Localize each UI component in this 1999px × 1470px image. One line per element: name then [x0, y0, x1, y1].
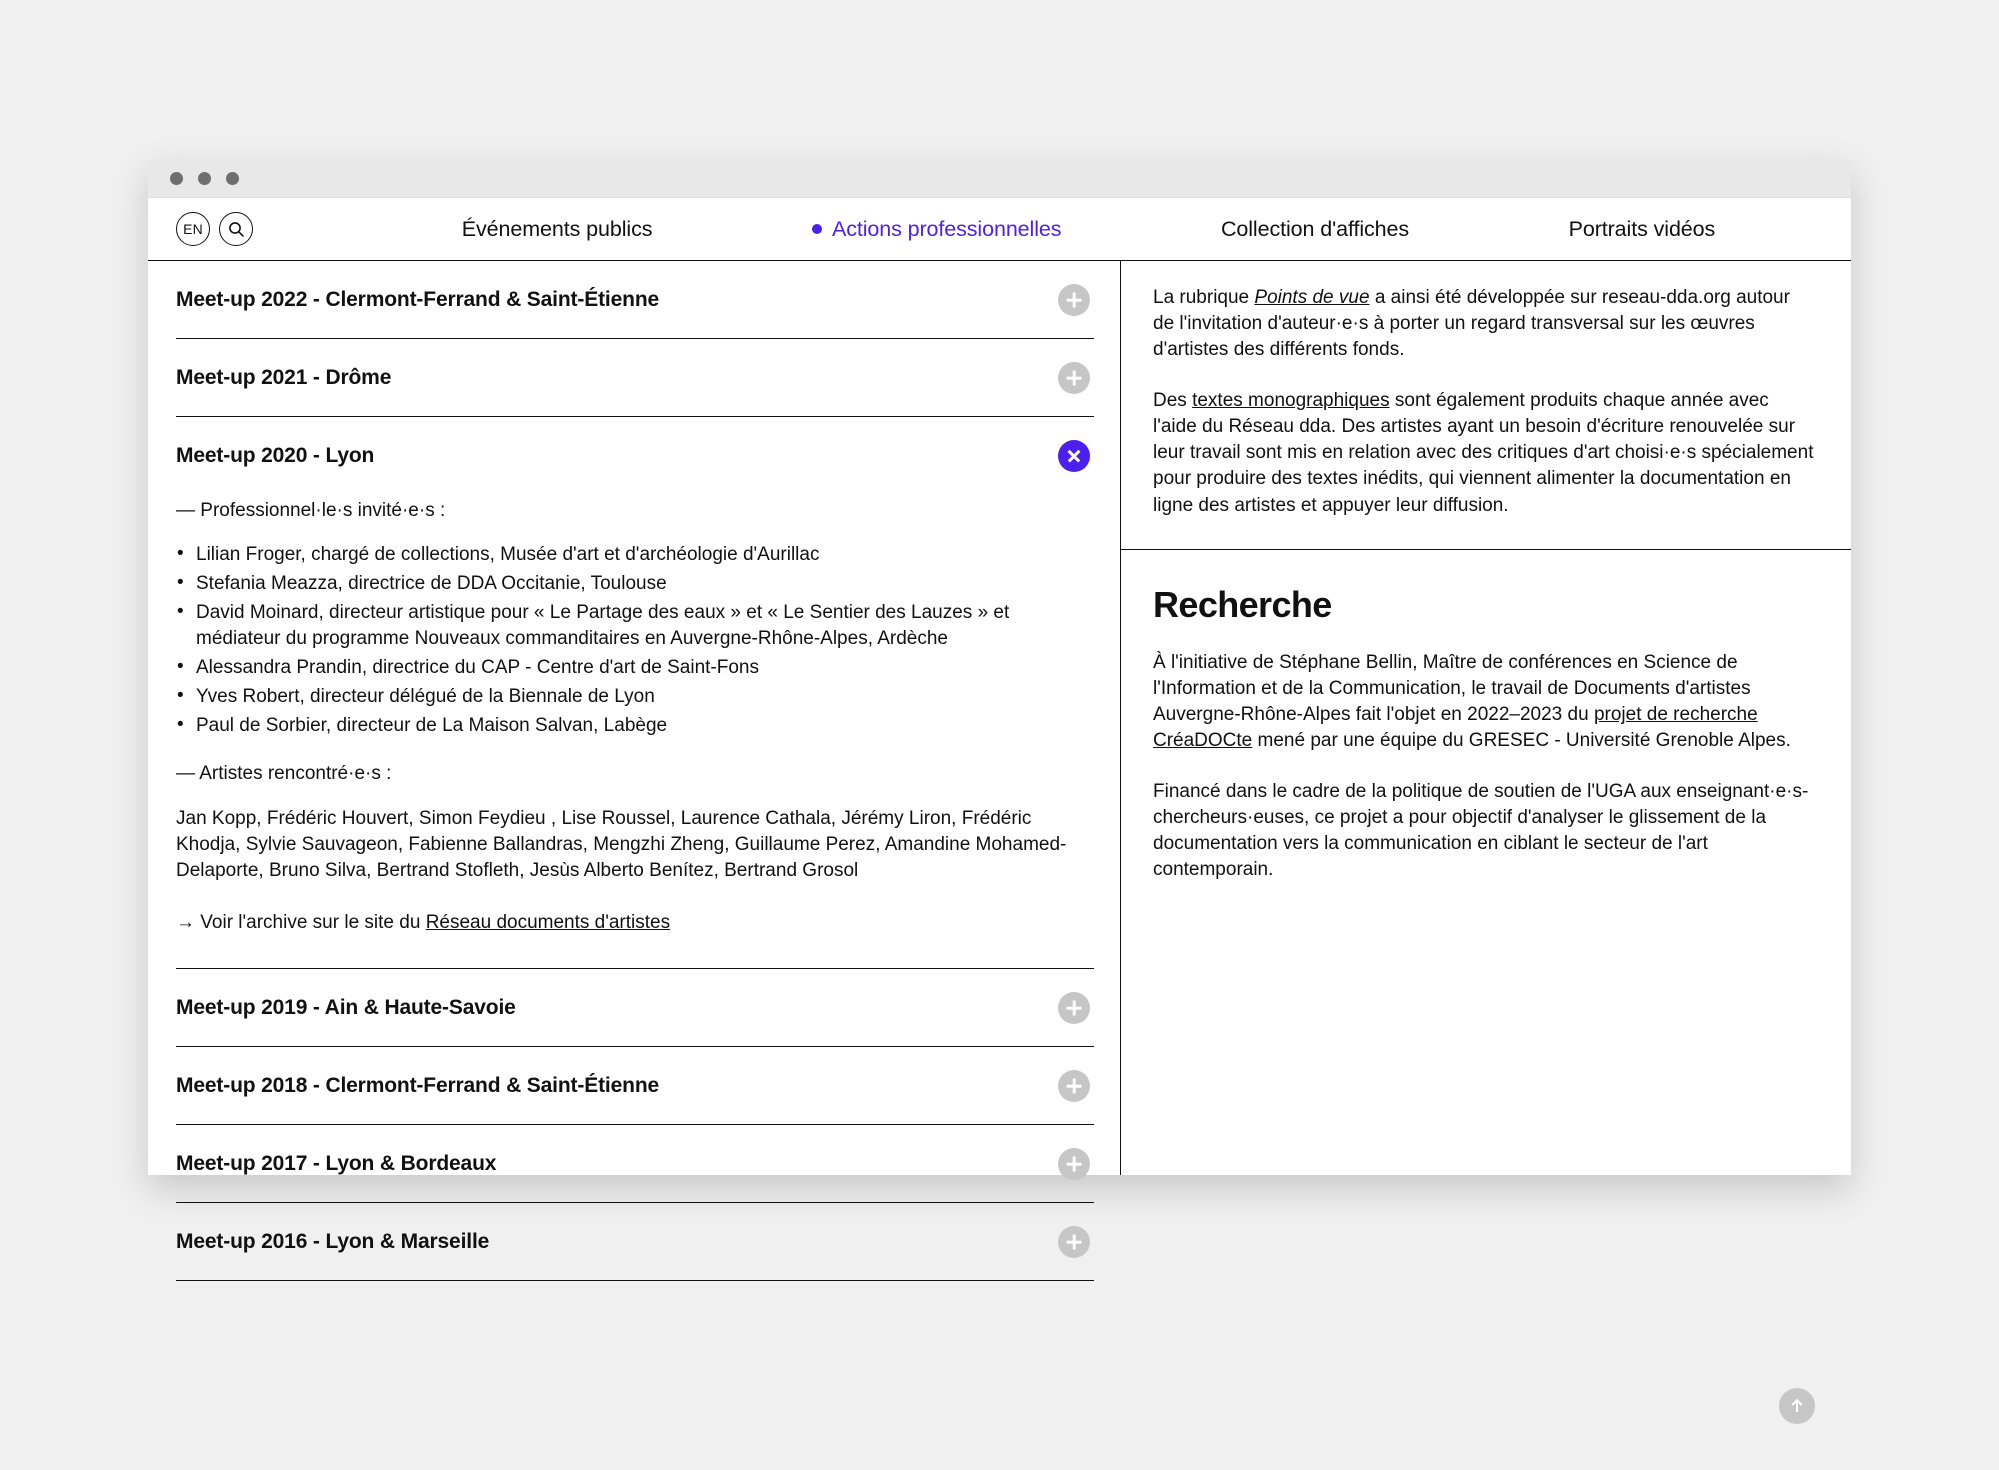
language-toggle-label: EN — [183, 221, 203, 237]
para1-after: a ainsi été développée sur reseau-dda.org autour de l'invitation d'auteur·e·s à porter un regard transversal sur les œuvres d'artistes des différents fonds. — [1153, 287, 1790, 361]
textes-monographiques-link[interactable]: textes monographiques — [1192, 389, 1390, 411]
page-content — [148, 260, 1851, 1254]
accordion-header[interactable] — [176, 1047, 1094, 1124]
accordion-header[interactable] — [176, 1203, 1094, 1280]
section-title-recherche: Recherche — [1153, 583, 1332, 625]
window-dot-close[interactable] — [170, 172, 183, 185]
para2-before: Des — [1153, 389, 1193, 411]
archive-text: Voir l'archive sur le site du — [200, 912, 426, 934]
paragraph-textes-monographiques — [1153, 388, 1815, 519]
scroll-to-top-button[interactable] — [1779, 1388, 1815, 1424]
arrow-up-icon — [1788, 1397, 1806, 1415]
accordion-header[interactable] — [176, 417, 1094, 494]
para1-before: La rubrique — [1153, 287, 1255, 308]
accordion-title: Meet-up 2017 - Lyon & Bordeaux — [176, 1152, 497, 1176]
plus-icon[interactable] — [1058, 284, 1090, 316]
accordion-item-2016 — [176, 1203, 1094, 1281]
accordion-title: Meet-up 2021 - Drôme — [176, 366, 392, 389]
browser-window — [148, 160, 1851, 1254]
artists-heading: — Artistes rencontré·e·s : — [176, 763, 392, 785]
professionals-list — [176, 542, 1094, 739]
paragraph-recherche-2: Financé dans le cadre de la politique de soutien de l'UGA aux enseignant·e·s-chercheurs·euses, ce projet a pour objectif d'analyser le glissement de la documentation vers la communication en ciblant le secteur de l'art contemporain. — [1153, 780, 1809, 881]
right-panel — [1120, 260, 1851, 1175]
list-item: • Lilian Froger, chargé de collections, Musée d'art et d'archéologie d'Aurillac — [176, 542, 1094, 568]
browser-titlebar — [148, 160, 1851, 198]
search-button[interactable] — [219, 212, 253, 246]
window-dot-minimize[interactable] — [198, 172, 211, 185]
list-item: • Stefania Meazza, directrice de DDA Occitanie, Toulouse — [176, 571, 1094, 597]
list-item: • David Moinard, directeur artistique pour « Le Partage des eaux » et « Le Sentier des Lauzes » et médiateur du programme Nouveaux commanditaires en Auvergne-Rhône-Alpes, Ardèche — [176, 600, 1094, 652]
list-item: • Yves Robert, directeur délégué de la Biennale de Lyon — [176, 684, 1094, 710]
accordion-title: Meet-up 2022 - Clermont-Ferrand & Saint-Étienne — [176, 288, 660, 311]
nav-item-portraits-videos[interactable] — [1569, 217, 1716, 242]
nav-label: Collection d'affiches — [1220, 216, 1410, 241]
active-bullet-icon — [812, 224, 822, 234]
accordion-item-2019 — [176, 969, 1094, 1047]
nav-items — [262, 217, 1825, 242]
accordion-item-2018 — [176, 1047, 1094, 1125]
points-de-vue-link[interactable]: Points de vue — [1254, 287, 1370, 308]
plus-icon[interactable] — [1058, 1148, 1090, 1180]
artists-paragraph: Jan Kopp, Frédéric Houvert, Simon Feydieu , Lise Roussel, Laurence Cathala, Jérémy Liron, Frédéric Khodja, Sylvie Sauvageon, Fabienne Ballandras, Mengzhi Zheng, Guillaume Perez, Amandine Mohamed-Delaporte, Bruno Silva, Bertrand Stofleth, Jesùs Alberto Benítez, Bertrand Grosol — [176, 807, 1067, 881]
accordion-title: Meet-up 2020 - Lyon — [176, 444, 375, 467]
plus-icon[interactable] — [1058, 1070, 1090, 1102]
nav-item-evenements-publics[interactable] — [462, 217, 653, 242]
accordion-item-2017 — [176, 1125, 1094, 1203]
archive-link-line — [176, 910, 1094, 936]
paragraph-points-de-vue — [1153, 285, 1815, 364]
accordion-title: Meet-up 2018 - Clermont-Ferrand & Saint-Étienne — [176, 1074, 660, 1098]
meetups-accordion — [148, 260, 1120, 1254]
paragraph-recherche-1 — [1153, 650, 1815, 755]
close-icon[interactable] — [1058, 440, 1090, 472]
arrow-right-icon: → — [176, 912, 195, 934]
accordion-panel — [176, 498, 1094, 968]
list-item: • Paul de Sorbier, directeur de La Maison Salvan, Labège — [176, 713, 1094, 739]
accordion-header[interactable] — [176, 261, 1094, 338]
language-toggle-button[interactable] — [176, 212, 210, 246]
nav-item-actions-professionnelles[interactable] — [812, 217, 1061, 242]
para3-before: À l'initiative de Stéphane Bellin, Maître de conférences en Science de l'Information et de la Communication, le travail de Documents d'artistes Auvergne-Rhône-Alpes fait l'objet en 2022–2023 du — [1153, 651, 1751, 726]
recherche-section — [1121, 550, 1851, 1464]
plus-icon[interactable] — [1058, 362, 1090, 394]
nav-label: Événements publics — [461, 216, 653, 241]
accordion-title: Meet-up 2016 - Lyon & Marseille — [176, 1230, 490, 1254]
plus-icon[interactable] — [1058, 992, 1090, 1024]
accordion-header[interactable] — [176, 969, 1094, 1046]
para2-after: sont également produits chaque année avec l'aide du Réseau dda. Des artistes ayant un besoin d'écriture renouvelée sur leur travail sont mis en relation avec des critiques d'art choisi·e·s spécialement pour produire des textes inédits, qui viennent alimenter la documentation en ligne des artistes et appuyer leur diffusion. — [1153, 389, 1814, 516]
accordion-item-2021 — [176, 339, 1094, 417]
list-item: • Alessandra Prandin, directrice du CAP - Centre d'art de Saint-Fons — [176, 655, 1094, 681]
nav-label: Actions professionnelles — [831, 216, 1062, 241]
archive-link[interactable]: Réseau documents d'artistes — [425, 912, 671, 934]
para3-after: mené par une équipe du GRESEC - Université Grenoble Alpes. — [1252, 730, 1791, 752]
window-dot-maximize[interactable] — [226, 172, 239, 185]
professionals-heading: — Professionnel·le·s invité·e·s : — [176, 500, 446, 521]
plus-icon[interactable] — [1058, 1226, 1090, 1258]
search-icon — [228, 221, 245, 238]
accordion-title: Meet-up 2019 - Ain & Haute-Savoie — [176, 996, 516, 1020]
creadocte-link[interactable]: projet de recherche CréaDOCte — [1153, 704, 1758, 752]
accordion-item-2022 — [176, 261, 1094, 339]
nav-label: Portraits vidéos — [1568, 216, 1716, 241]
points-de-vue-section — [1121, 261, 1851, 550]
accordion-item-2020 — [176, 417, 1094, 969]
nav-item-collection-affiches[interactable] — [1221, 217, 1409, 242]
site-navbar — [148, 198, 1851, 260]
accordion-header[interactable] — [176, 1125, 1094, 1202]
accordion-header[interactable] — [176, 339, 1094, 416]
